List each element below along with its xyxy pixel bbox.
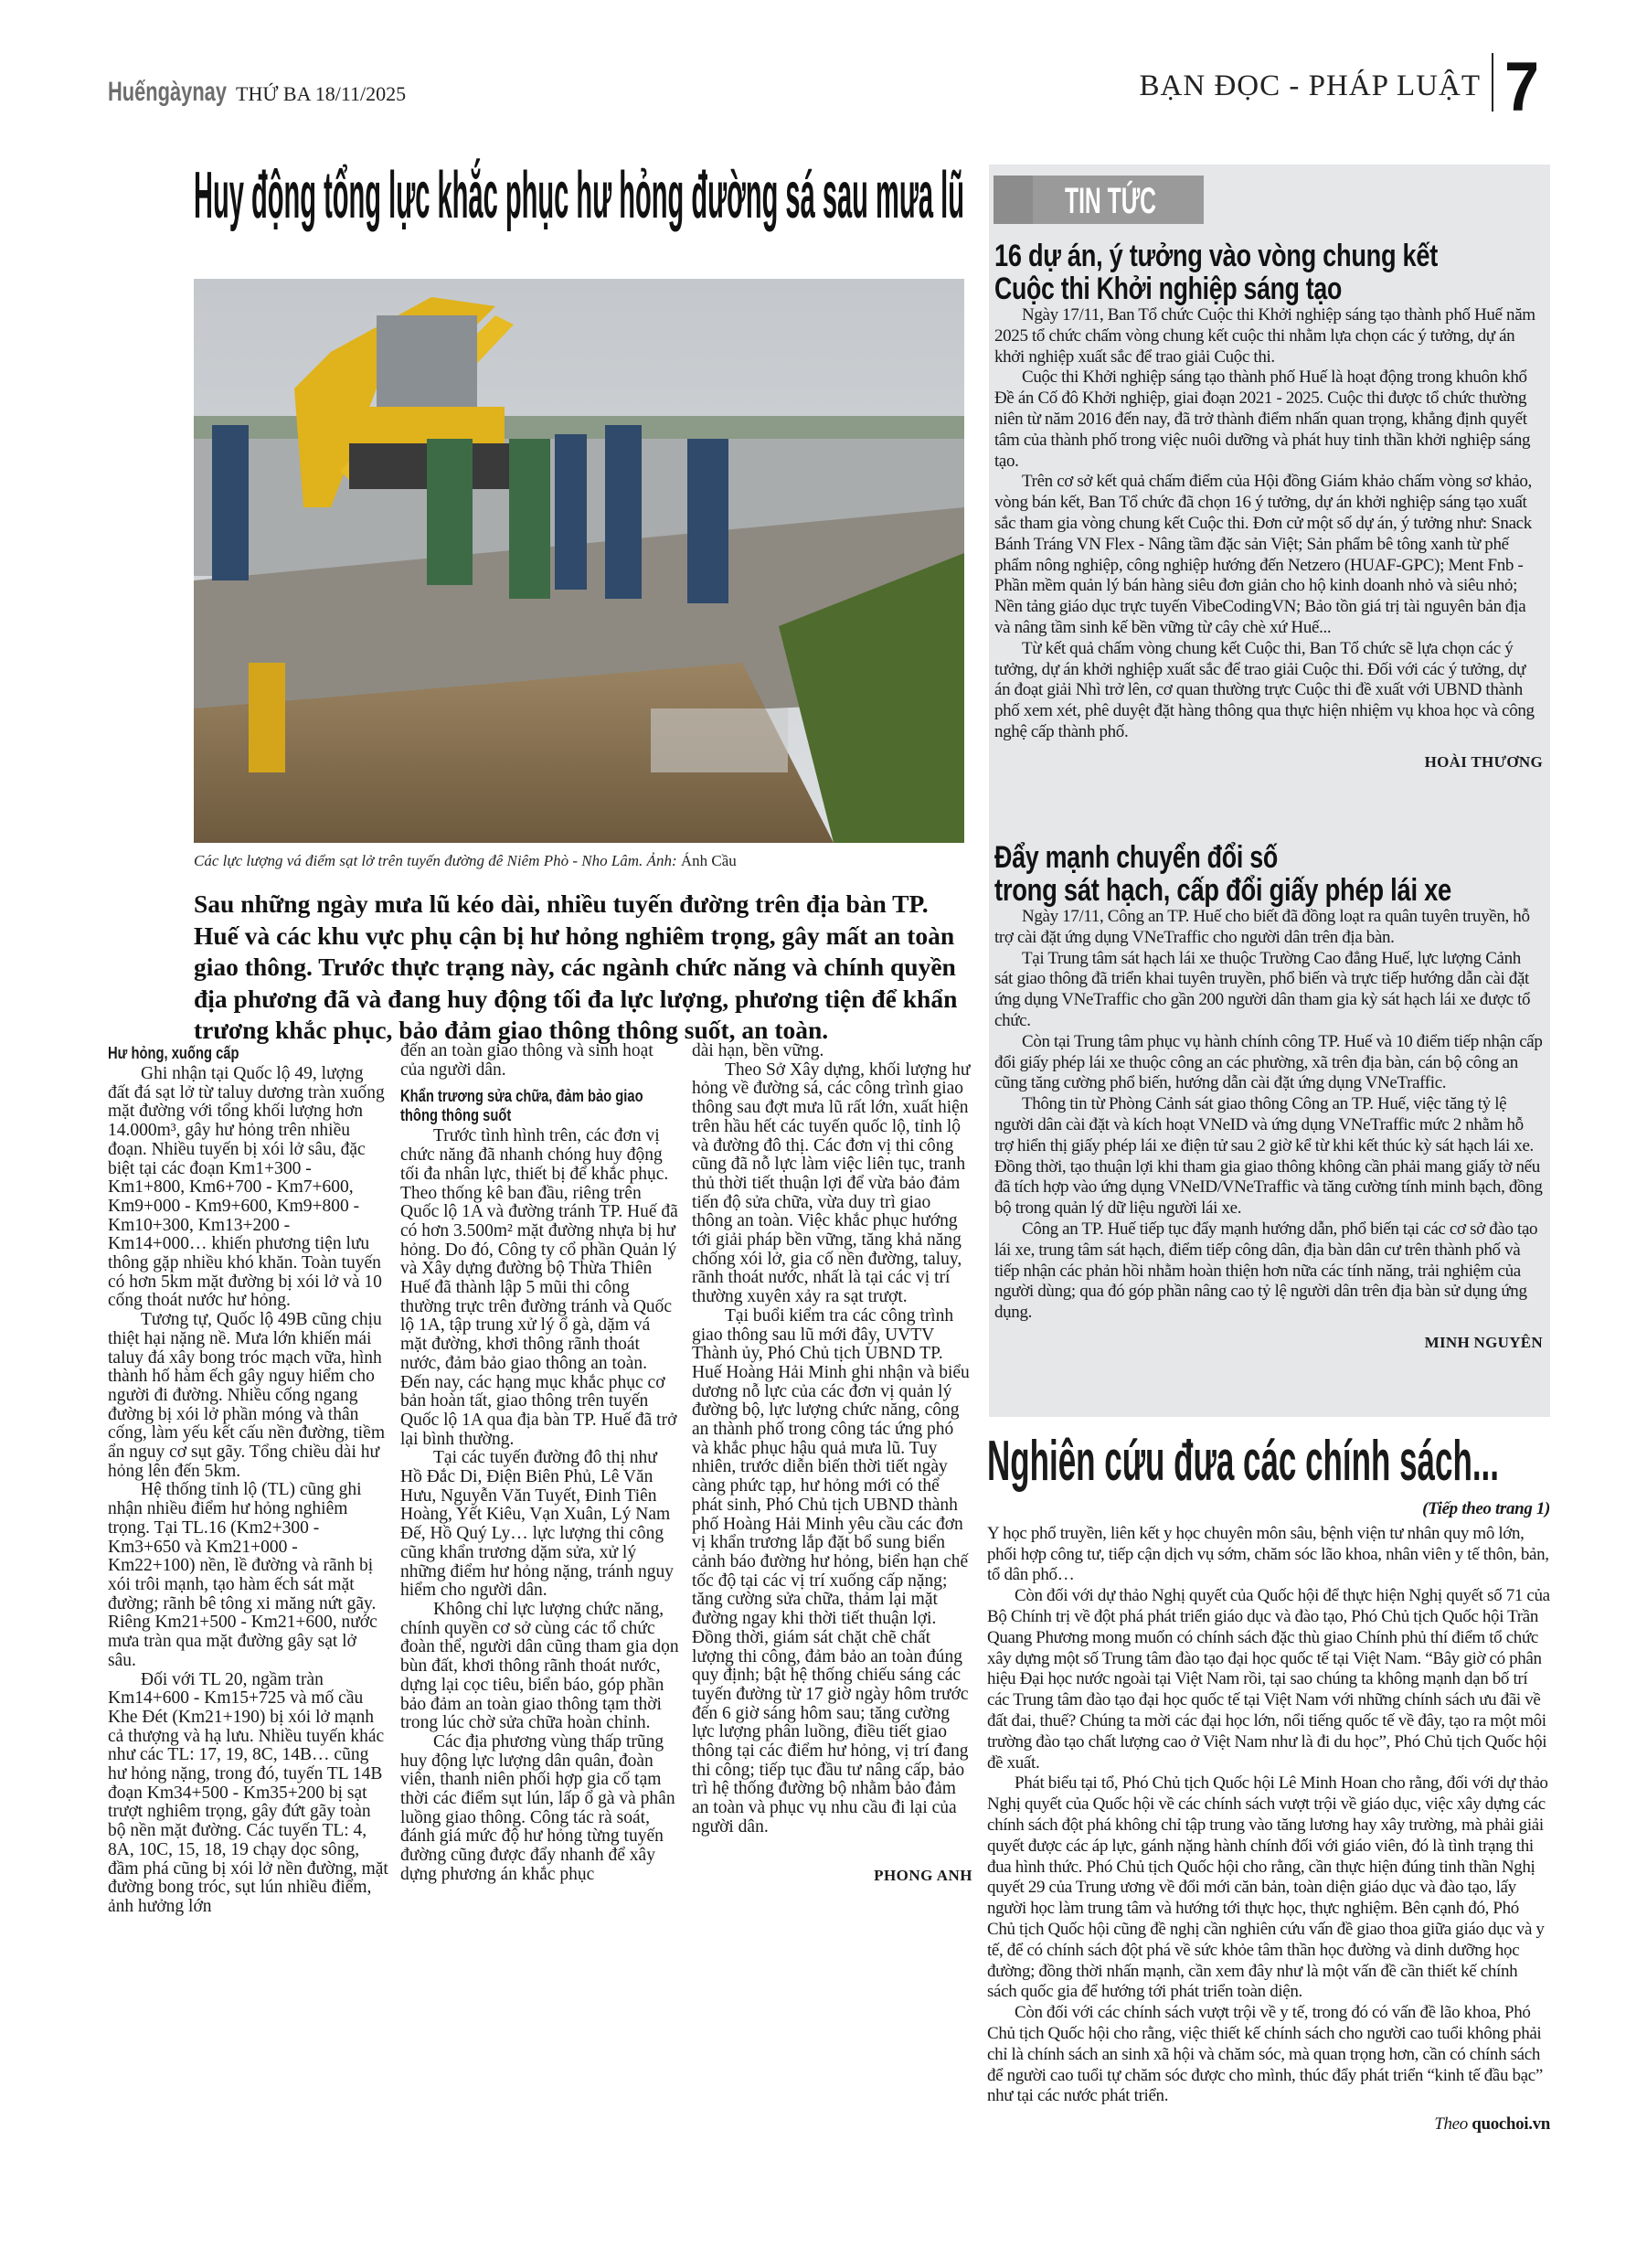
paragraph: Cuộc thi Khởi nghiệp sáng tạo thành phố Huế là hoạt động trong khuôn khổ Đề án Cố đô Khởi nghiệp, giai đoạn 2021 - 2025. Cuộc thi được tổ chức thường niên từ năm 2016 đến nay, đã trở thành điểm nhấn quan trọng, khẳng định quyết tâm của thành phố trong việc nuôi dưỡng và phát huy tinh thần khởi nghiệp sáng tạo.	[994, 367, 1531, 471]
paragraph: Đối với TL 20, ngầm tràn Km14+600 - Km15+725 và mố cầu Khe Đét (Km21+190) bị xói lở mạnh cả thượng và hạ lưu. Nhiều tuyến khác như các TL: 17, 19, 8C, 14B… cũng hư hỏng nặng, trong đó, tuyến TL 14B đoạn Km34+500 - Km35+200 bị sạt trượt nghiêm trọng, gây đứt gãy toàn bộ nền mặt đường. Các tuyến TL: 4, 8A, 10C, 15, 18, 19 chạy dọc sông, đầm phá cũng bị xói lở nền đường, mặt đường bong tróc, sụt lún nhiều điểm, ảnh hưởng lớn	[108, 1669, 388, 1916]
paragraph: Tương tự, Quốc lộ 49B cũng chịu thiệt hại nặng nề. Mưa lớn khiến mái taluy đá xây bong tróc mạch vữa, hình thành hố hàm ếch gây nguy hiểm cho người đi đường. Nhiều cống ngang đường bị xói lở phần móng và thân cống, làm yếu kết cấu nền đường, tiềm ẩn nguy cơ sụt gãy. Tổng chiều dài hư hỏng lên đến 5km.	[108, 1310, 386, 1481]
paragraph: Phát biểu tại tổ, Phó Chủ tịch Quốc hội Lê Minh Hoan cho rằng, đối với dự thảo Nghị quyết của Quốc hội về các chính sách vượt trội về giáo dục, việc xây dựng các chính sách đột phá không chỉ tập trung vào tăng lương hay xây trường, mà phải giải quyết được các áp lực, gánh nặng hành chính đối với giáo viên, đó là tình trạng thi đua hình thức. Phó Chủ tịch Quốc hội cho rằng, cần thực hiện đúng tinh thần Nghị quyết 29 của Trung ương về đổi mới căn bản, toàn diện giáo dục và đào tạo, lấy người học làm trung tâm và hướng tới thực học, thực nghiệm. Bên cạnh đó, Phó Chủ tịch Quốc hội cũng đề nghị cần nghiên cứu vấn đề giao thoa giữa giáo dục và y tế, để có chính sách đột phá về sức khỏe tâm thần học đường và dinh dưỡng học đường; đồng thời nhấn mạnh, cần xem đây như là một vấn đề cần thiết kế chính sách quốc gia để hướng tới phát triển toàn diện.	[987, 1773, 1548, 2002]
news-headline-2b: trong sát hạch, cấp đổi giấy phép lái xe	[994, 873, 1451, 908]
paragraph: Ghi nhận tại Quốc lộ 49, lượng đất đá sạt lở từ taluy dương tràn xuống mặt đường với tổng khối lượng hơn 14.000m³, gây hư hỏng trên nhiều đoạn. Nhiều tuyến bị xói lở sâu, đặc biệt tại các đoạn Km1+300 - Km1+800, Km6+700 - Km7+600, Km9+000 - Km9+600, Km9+800 - Km10+300, Km13+200 - Km14+000… khiến phương tiện lưu thông gặp nhiều khó khăn. Toàn tuyến có hơn 5km mặt đường bị xói lở và 10 cống thoát nước hư hỏng.	[108, 1064, 385, 1311]
paragraph: Tại các tuyến đường đô thị như Hồ Đắc Di, Điện Biên Phủ, Lê Văn Hưu, Nguyễn Văn Tuyết, Đinh Tiên Hoàng, Yết Kiêu, Vạn Xuân, Lý Nam Đế, Hồ Quý Ly… lực lượng thi công cũng khẩn trương dặm sửa, xử lý những điểm hư hỏng nặng, tránh nguy hiểm cho người dân.	[400, 1448, 674, 1601]
author-byline: PHONG ANH	[874, 1866, 972, 1884]
paragraph: Ngày 17/11, Ban Tổ chức Cuộc thi Khởi nghiệp sáng tạo thành phố Huế năm 2025 tổ chức chấm vòng chung kết cuộc thi nhằm lựa chọn các ý tưởng, dự án khởi nghiệp xuất sắc để trao giải Cuộc thi.	[994, 305, 1535, 367]
news-article-license	[994, 841, 1543, 1354]
subhead: Khẩn trương sửa chữa, đảm bảo giao thông thông suốt	[400, 1087, 643, 1125]
source-prefix: Theo	[1434, 2114, 1468, 2135]
continued-article	[987, 1499, 1550, 2135]
author-byline: MINH NGUYÊN	[1424, 1333, 1543, 1351]
paragraph: Còn đối với dự thảo Nghị quyết của Quốc hội để thực hiện Nghị quyết số 71 của Bộ Chính trị về đột phá phát triển giáo dục và đào tạo, Phó Chủ tịch Quốc hội Trần Quang Phương mong muốn có chính sách đặc thù giao Chính phủ thí điểm tổ chức xây dựng một số Trung tâm đào tạo đại học quốc tế tại Việt Nam. “Bây giờ có phân hiệu Đại học nước ngoài tại Việt Nam rồi, tại sao chúng ta không mạnh dạn bố trí các Trung tâm đào tạo đại học quốc tế tại Việt Nam với những chính sách ưu đãi về đất đai, thuế? Chúng ta mời các đại học lớn, nổi tiếng quốc tế về đây, tạo ra một môi trường đào tạo chất lượng cao ở Việt Nam như là đi du học”, Phó Chủ tịch Quốc hội đề xuất.	[987, 1586, 1550, 1773]
header-divider	[1492, 53, 1493, 112]
main-headline: Huy động tổng lực khắc phục hư hỏng đường sá sau mưa lũ	[194, 159, 964, 232]
paragraph: Không chỉ lực lượng chức năng, chính quyền cơ sở cùng các tổ chức đoàn thể, người dân cũng tham gia dọn bùn đất, khơi thông rãnh thoát nước, dựng lại cọc tiêu, biển báo, góp phần bảo đảm an toàn giao thông tạm thời trong lúc chờ sửa chữa hoàn chỉnh.	[400, 1599, 679, 1733]
paragraph: Ngày 17/11, Công an TP. Huế cho biết đã đồng loạt ra quân tuyên truyền, hỗ trợ cài đặt ứng dụng VNeTraffic cho người dân trên địa bàn.	[994, 907, 1530, 947]
source-credit	[987, 2114, 1550, 2135]
source-name: quochoi.vn	[1472, 2114, 1550, 2135]
article-column-2	[400, 1042, 681, 1885]
news-headline-1b: Cuộc thi Khởi nghiệp sáng tạo	[994, 272, 1342, 306]
paragraph: Còn đối với các chính sách vượt trội về y tế, trong đó có vấn đề lão khoa, Phó Chủ tịch Quốc hội cho rằng, việc thiết kế chính sách cho người cao tuổi không phải chỉ là chính sách an sinh xã hội và chăm sóc, mà quan trọng hơn, cần có chính sách để người cao tuổi tự chăm sóc được cho mình, thúc đẩy phát triển “kinh tế đầu bạc” như tại các nước phát triển.	[987, 2003, 1543, 2106]
paragraph: Các địa phương vùng thấp trũng huy động lực lượng dân quân, đoàn viên, thanh niên phối hợp gia cố tạm thời các điểm sụt lún, lấp ổ gà và phân luồng giao thông. Công tác rà soát, đánh giá mức độ hư hỏng từng tuyến đường cũng được đẩy nhanh để xây dựng phương án khắc phục	[400, 1731, 675, 1884]
caption-text: Các lực lượng vá điểm sạt lở trên tuyến đường đê Niêm Phò - Nho Lâm. Ảnh:	[194, 852, 681, 869]
news-headline-2a: Đẩy mạnh chuyển đổi số	[994, 840, 1278, 875]
issue-date: THỨ BA 18/11/2025	[236, 82, 407, 105]
paragraph: Theo Sở Xây dựng, khối lượng hư hỏng về đường sá, các công trình giao thông sau đợt mưa lũ rất lớn, xuất hiện trên hầu hết các tuyến quốc lộ, tỉnh lộ và đường đô thị. Các đơn vị thi công cũng đã nỗ lực làm việc liên tục, tranh thủ thời tiết thuận lợi để vừa bảo đảm tiến độ sửa chữa, vừa duy trì giao thông an toàn. Việc khắc phục hướng tới giải pháp bền vững, tăng khả năng chống xói lở, gia cố nền đường, taluy, rãnh thoát nước, nhất là tại các vị trí thường xuyên xảy ra sạt trượt.	[692, 1059, 971, 1307]
subhead: Hư hỏng, xuống cấp	[108, 1044, 239, 1062]
paragraph: Tại Trung tâm sát hạch lái xe thuộc Trường Cao đẳng Huế, lực lượng Cảnh sát giao thông đã triển khai tuyên truyền, phổ biến và trực tiếp hướng dẫn cài đặt ứng dụng VNeTraffic cho gần 200 người dân tham gia kỳ sát hạch lái xe được tổ chức.	[994, 948, 1531, 1030]
paragraph: Công an TP. Huế tiếp tục đẩy mạnh hướng dẫn, phổ biến tại các cơ sở đào tạo lái xe, trung tâm sát hạch, điểm tiếp công dân, địa bàn dân cư trên thành phố và tiếp nhận các phản hồi nhằm hoàn thiện hơn nữa các tính năng, trải nghiệm của người dùng; qua đó góp phần nâng cao tỷ lệ người dân trên địa bàn sử dụng ứng dụng.	[994, 1219, 1538, 1323]
continued-headline-wrap	[987, 1430, 1647, 1493]
article-column-3	[692, 1042, 972, 1885]
news-headline-1a: 16 dự án, ý tưởng vào vòng chung kết	[994, 239, 1438, 273]
news-label-strip	[994, 176, 1033, 224]
paragraph: Thông tin từ Phòng Cảnh sát giao thông Công an TP. Huế, việc tăng tỷ lệ người dân cài đặt và kích hoạt VNeID và ứng dụng VNeTraffic mức 2 nhằm hỗ trợ hiển thị giấy phép lái xe điện tử sau 2 giờ kể từ khi kết thúc kỳ sát hạch lái xe. Đồng thời, tạo thuận lợi khi tham gia giao thông không cần phải mang giấy tờ nếu đã tích hợp vào ứng dụng VNeID/VNeTraffic và tăng cường tính minh bạch, đồng bộ trong quản lý dữ liệu người lái xe.	[994, 1094, 1543, 1219]
paragraph: Tại buổi kiểm tra các công trình giao thông sau lũ mới đây, UVTV Thành ủy, Phó Chủ tịch UBND TP. Huế Hoàng Hải Minh ghi nhận và biểu dương nỗ lực của các đơn vị quản lý đường bộ, lực lượng chức năng, công an thành phố trong công tác ứng phó và khắc phục hậu quả mưa lũ. Tuy nhiên, trước diễn biến thời tiết ngày càng phức tạp, hư hỏng mới có thể phát sinh, Phó Chủ tịch UBND thành phố Hoàng Hải Minh yêu cầu các đơn vị khẩn trương lắp đặt bổ sung biển cảnh báo đường hư hỏng, biển hạn chế tốc độ tại các vị trí xuống cấp nặng; tăng cường sửa chữa, thảm lại mặt đường ngay khi thời tiết thuận lợi. Đồng thời, giám sát chặt chẽ chất lượng thi công, đảm bảo an toàn đúng quy định; bật hệ thống chiếu sáng các tuyến đường từ 17 giờ ngày hôm trước đến 6 giờ sáng hôm sau; tăng cường lực lượng phân luồng, điều tiết giao thông tại các điểm hư hỏng, vị trí đang thi công; tiếp tục đầu tư nâng cấp, bảo trì hệ thống đường bộ nhằm bảo đảm an toàn và phục vụ nhu cầu đi lại của người dân.	[692, 1305, 970, 1837]
photo-credit: Ánh Cầu	[680, 852, 737, 869]
paragraph: Còn tại Trung tâm phục vụ hành chính công TP. Huế và 10 điểm tiếp nhận cấp đổi giấy phép lái xe thuộc công an các phường, xã trên địa bàn, cán bộ công an cũng tăng cường phổ biến, hướng dẫn cài đặt ứng dụng VNeTraffic.	[994, 1031, 1543, 1093]
page-number: 7	[1504, 48, 1539, 126]
article-photo	[194, 279, 964, 843]
article-lead: Sau những ngày mưa lũ kéo dài, nhiều tuyến đường trên địa bàn TP. Huế và các khu vực phụ cận bị hư hỏng nghiêm trọng, gây mất an toàn giao thông. Trước thực trạng này, các ngành chức năng và chính quyền địa phương đã và đang huy động tối đa lực lượng, phương tiện để khẩn trương khắc phục, bảo đảm giao thông thông suốt, an toàn.	[194, 889, 958, 1045]
paragraph: Trên cơ sở kết quả chấm điểm của Hội đồng Giám khảo chấm vòng sơ khảo, vòng bán kết, Ban Tổ chức đã chọn 16 ý tưởng, dự án khởi nghiệp sáng tạo xuất sắc tham gia vòng chung kết Cuộc thi. Đơn cử một số dự án, ý tưởng như: Snack Bánh Tráng VN Flex - Nâng tầm đặc sản Việt; Sản phẩm bê tông xanh từ phế phẩm nông nghiệp, công nghiệp hướng đến Netzero (HUAF-GPC); Ment Fnb - Phần mềm quản lý bán hàng siêu đơn giản cho hộ kinh doanh nhỏ và siêu nhỏ; Nền tảng giáo dục trực tuyến VibeCodingVN; Bảo tồn giá trị tài nguyên bản địa và nâng tầm sinh kế bền vững từ cây chè xứ Huế...	[994, 472, 1532, 637]
paragraph-continued: đến an toàn giao thông và sinh hoạt của người dân.	[400, 1041, 653, 1080]
paragraph: Từ kết quả chấm vòng chung kết Cuộc thi, Ban Tổ chức sẽ lựa chọn các ý tưởng, dự án khởi nghiệp xuất sắc để trao giải Cuộc thi. Đối với các ý tưởng, dự án đoạt giải Nhì trở lên, cơ quan thường trực Cuộc thi đề xuất với UBND thành phố xem xét, phê duyệt đặt hàng thông qua thực hiện nhiệm vụ khoa học và công nghệ cấp thành phố.	[994, 638, 1535, 741]
news-label: TIN TỨC	[1065, 181, 1156, 221]
paragraph-continued: dài hạn, bền vững.	[692, 1041, 824, 1060]
flood-repair-photo	[194, 279, 964, 843]
photo-caption	[194, 852, 964, 870]
paragraph: Y học phổ truyền, liên kết y học chuyên môn sâu, bệnh viện tư nhân quy mô lớn, phối hợp công tư, tiếp cận dịch vụ sớm, chăm sóc lão khoa, nhân viên y tế thôn, bản, tổ dân phố…	[987, 1523, 1549, 1585]
paragraph: Hệ thống tỉnh lộ (TL) cũng ghi nhận nhiều điểm hư hỏng nghiêm trọng. Tại TL.16 (Km2+300 - Km3+650 và Km21+000 - Km22+100) nền, lề đường và rãnh bị xói trôi mạnh, tạo hàm ếch sát mặt đường; rãnh bê tông xi măng nứt gãy. Riêng Km21+500 - Km21+600, nước mưa tràn qua mặt đường gây sạt lở sâu.	[108, 1480, 377, 1670]
continued-headline: Nghiên cứu đưa các chính sách...	[987, 1430, 1499, 1493]
author-byline: HOÀI THƯƠNG	[1424, 752, 1543, 771]
section-title: BẠN ĐỌC - PHÁP LUẬT	[1139, 69, 1481, 102]
news-article-startup	[994, 240, 1543, 773]
paragraph: Trước tình hình trên, các đơn vị chức năng đã nhanh chóng huy động tối đa nhân lực, thiết bị để khắc phục. Theo thống kê ban đầu, riêng trên Quốc lộ 1A và đường tránh TP. Huế đã có hơn 3.500m² mặt đường nhựa bị hư hỏng. Do đó, Công ty cổ phần Quản lý và Xây dựng đường bộ Thừa Thiên Huế đã thành lập 5 mũi thi công thường trực trên đường tránh và Quốc lộ 1A, tập trung xử lý ổ gà, dặm vá mặt đường, khơi thông rãnh thoát nước, đảm bảo giao thông an toàn. Đến nay, các hạng mục khắc phục cơ bản hoàn tất, giao thông trên tuyến Quốc lộ 1A qua địa bàn TP. Huế đã trở lại bình thường.	[400, 1126, 678, 1449]
newspaper-logo: Huếngàynay	[108, 77, 227, 107]
continued-from: (Tiếp theo trang 1)	[1422, 1499, 1550, 1518]
article-column-1	[108, 1042, 388, 1917]
